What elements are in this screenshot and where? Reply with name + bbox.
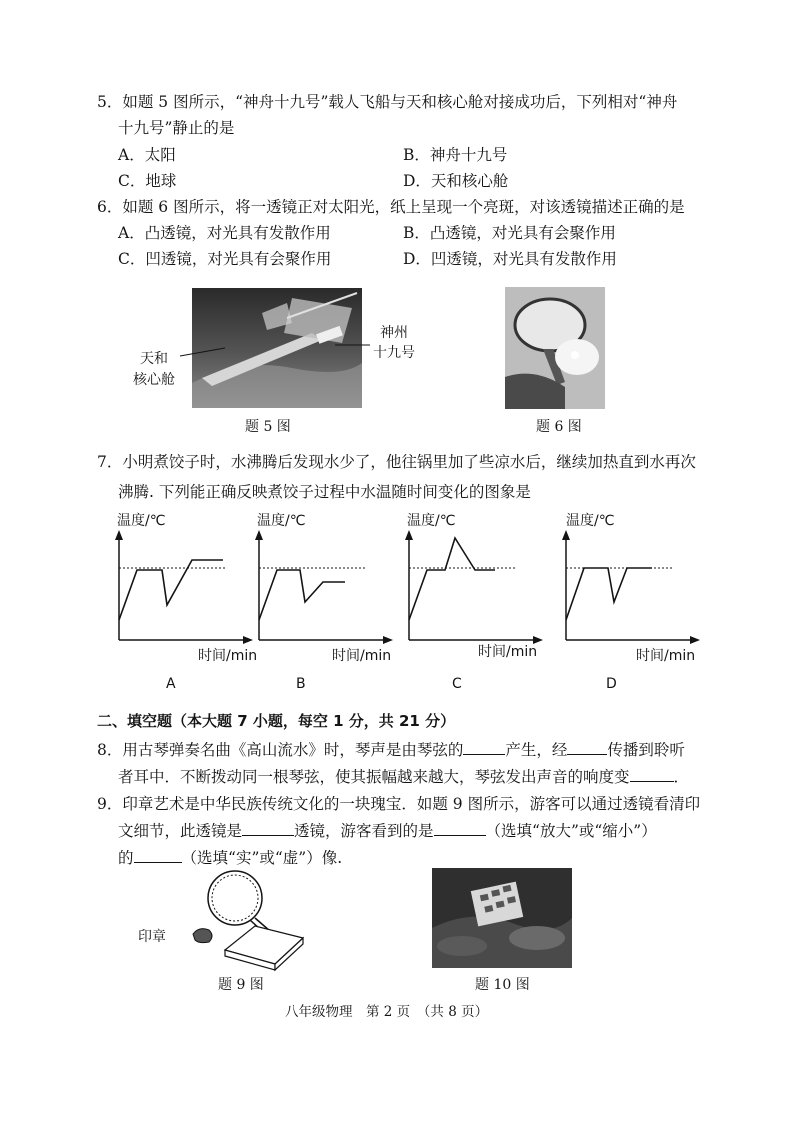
q9-blank-3[interactable] <box>134 848 182 863</box>
graph-d-y-arrow <box>562 530 570 540</box>
q9-line3 <box>118 848 342 868</box>
section-2-title: 二、填空题（本大题 7 小题，每空 1 分，共 21 分） <box>97 712 456 730</box>
q9-text-5: （选填“实”或“虚”）像. <box>181 849 343 867</box>
fig9-caption: 题 9 图 <box>218 977 264 993</box>
q9-text-3: （选填“放大”或“缩小”） <box>485 822 657 840</box>
graph-a-y-arrow <box>115 530 123 540</box>
fig9-lens-ring-inner <box>212 875 258 921</box>
graph-d-svg <box>552 510 702 660</box>
graph-b-svg <box>245 510 395 660</box>
q8-blank-3[interactable] <box>630 767 674 782</box>
q9-text-4: 的 <box>118 849 134 867</box>
graph-a-ylabel: 温度/℃ <box>117 513 166 529</box>
graph-a-xlabel: 时间/min <box>198 648 258 664</box>
q5-option-d: D．天和核心舱 <box>403 172 509 190</box>
q8-text-1: 8．用古琴弹奏名曲《高山流水》时，琴声是由琴弦的 <box>97 741 464 759</box>
graph-c <box>395 510 545 660</box>
fig5-label-shenzhou-2: 十九号 <box>373 345 415 361</box>
graph-d-curve <box>566 568 652 620</box>
fig9-seal-stone <box>193 929 212 943</box>
graph-b-curve <box>259 570 345 620</box>
fig6-lens-photo <box>505 287 605 409</box>
graph-b <box>245 510 395 660</box>
q9-text-2: 透镜，游客看到的是 <box>294 822 434 840</box>
graph-a-svg <box>105 510 255 660</box>
q6-option-c: C．凹透镜，对光具有会聚作用 <box>118 250 332 268</box>
graph-c-svg <box>395 510 545 660</box>
q9-line1: 9．印章艺术是中华民族传统文化的一块瑰宝．如题 9 图所示，游客可以通过透镜看清印 <box>97 795 701 813</box>
page-footer: 八年级物理 第 2 页 （共 8 页） <box>285 1004 489 1020</box>
q6-option-a: A．凸透镜，对光具有发散作用 <box>118 224 331 242</box>
graph-d-xlabel: 时间/min <box>636 648 696 664</box>
graph-b-letter: B <box>296 676 306 692</box>
q9-text-1: 文细节，此透镜是 <box>118 822 243 840</box>
graph-c-ylabel: 温度/℃ <box>407 513 456 529</box>
q5-option-a: A．太阳 <box>118 146 176 164</box>
fig10-seal-photo <box>432 868 572 968</box>
fig5-label-tianhe-1: 天和 <box>140 351 168 367</box>
q8-line2 <box>118 767 689 787</box>
q6-option-d: D．凹透镜，对光具有发散作用 <box>403 250 617 268</box>
graph-d <box>552 510 702 660</box>
graph-d-ylabel: 温度/℃ <box>566 513 615 529</box>
q8-blank-1[interactable] <box>463 740 505 755</box>
q9-blank-2[interactable] <box>434 821 486 836</box>
fig9-lens-ring-outer <box>208 871 262 925</box>
q8-text-2: 产生，经 <box>505 741 568 759</box>
fig5-label-tianhe-2: 核心舱 <box>133 372 175 388</box>
fig5-label-shenzhou-1: 神州 <box>380 325 408 341</box>
fig10-caption: 题 10 图 <box>475 977 530 993</box>
fig5-caption: 题 5 图 <box>245 419 291 435</box>
q5-stem-line2: 十九号”静止的是 <box>118 119 235 137</box>
graph-b-ylabel: 温度/℃ <box>257 513 306 529</box>
q9-blank-1[interactable] <box>242 821 294 836</box>
q6-stem: 6．如题 6 图所示，将一透镜正对太阳光，纸上呈现一个亮斑，对该透镜描述正确的是 <box>97 198 685 216</box>
graph-a-letter: A <box>166 676 176 692</box>
fig6-caption: 题 6 图 <box>536 419 582 435</box>
graph-b-y-arrow <box>255 530 263 540</box>
q6-option-b: B．凸透镜，对光具有会聚作用 <box>403 224 616 242</box>
graph-c-xlabel: 时间/min <box>478 644 538 660</box>
q8-text-3: 传播到聆听 <box>607 741 685 759</box>
graph-d-x-arrow <box>690 636 700 644</box>
q5-stem-line1: 5．如题 5 图所示，“神舟十九号”载人飞船与天和核心舱对接成功后，下列相对“神舟 <box>97 93 678 111</box>
q8-line1 <box>97 740 685 760</box>
graph-a-curve <box>119 560 223 620</box>
graph-b-xlabel: 时间/min <box>332 648 392 664</box>
graph-c-y-arrow <box>405 530 413 540</box>
graph-d-letter: D <box>606 676 617 692</box>
q5-option-b: B．神舟十九号 <box>403 146 508 164</box>
graph-c-curve <box>409 538 495 620</box>
q8-text-4: 者耳中．不断拨动同一根琴弦，使其振幅越来越大，琴弦发出声音的响度变 <box>118 768 630 786</box>
q7-stem-line2: 沸腾. 下列能正确反映煮饺子过程中水温随时间变化的图象是 <box>118 483 531 501</box>
fig5-leader-lines <box>160 320 400 380</box>
graph-c-letter: C <box>452 676 462 692</box>
graph-a <box>105 510 255 660</box>
q7-stem-line1: 7．小明煮饺子时，水沸腾后发现水少了，他往锅里加了些凉水后，继续加热直到水再次 <box>97 453 696 471</box>
q8-text-5: ． <box>673 768 690 786</box>
graph-b-x-arrow <box>383 636 393 644</box>
fig9-label-seal: 印章 <box>138 929 166 945</box>
fig9-magnifier-drawing <box>185 868 315 973</box>
q8-blank-2[interactable] <box>567 740 607 755</box>
q9-line2 <box>118 821 657 841</box>
q5-option-c: C．地球 <box>118 172 177 190</box>
